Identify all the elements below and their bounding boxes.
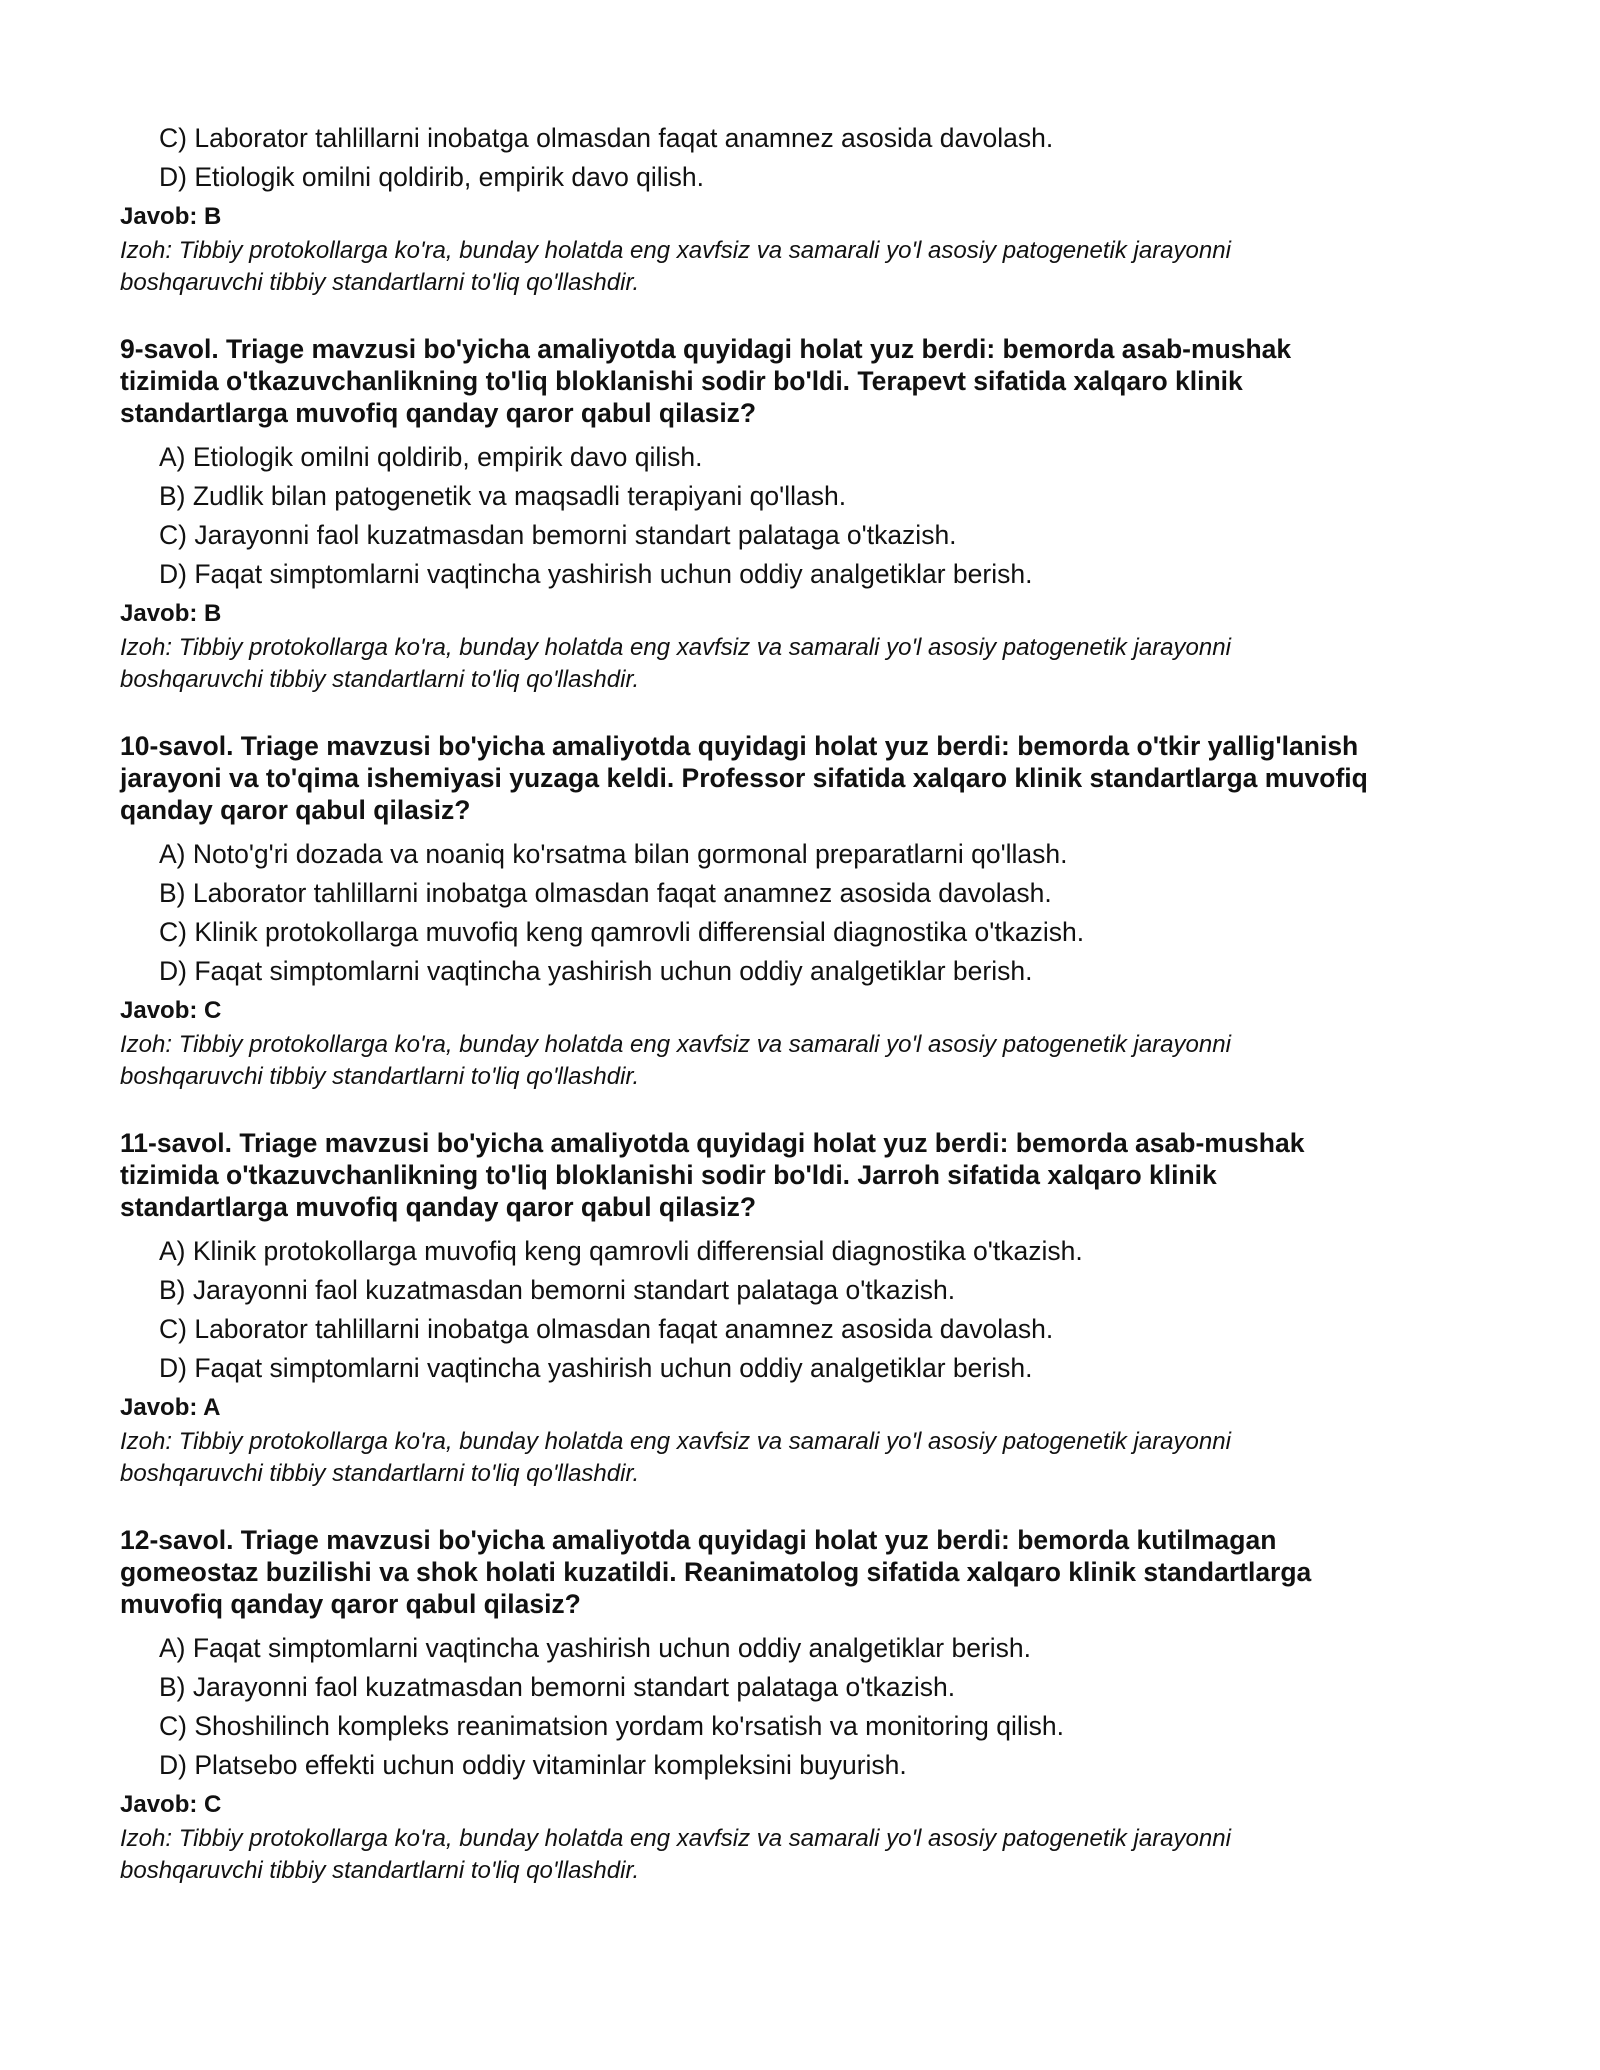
option-b: B) Jarayonni faol kuzatmasdan bemorni standart palataga o'tkazish. bbox=[159, 1275, 956, 1305]
question-11 bbox=[120, 1127, 1480, 1490]
question-text bbox=[120, 730, 1480, 826]
explanation-line: boshqaruvchi tibbiy standartlarni to'liq qo'llashdir. bbox=[120, 1460, 640, 1487]
option-b: B) Zudlik bilan patogenetik va maqsadli terapiyani qo'llash. bbox=[159, 481, 847, 511]
question-line: standartlarga muvofiq qanday qaror qabul qilasiz? bbox=[120, 1192, 757, 1222]
explanation-line: Izoh: Tibbiy protokollarga ko'ra, bunday holatda eng xavfsiz va samarali yo'l asosiy patogenetik jarayonni bbox=[120, 237, 1231, 264]
explanation-line: Izoh: Tibbiy protokollarga ko'ra, bunday holatda eng xavfsiz va samarali yo'l asosiy patogenetik jarayonni bbox=[120, 1031, 1231, 1058]
option-a: A) Faqat simptomlarni vaqtincha yashirish uchun oddiy analgetiklar berish. bbox=[159, 1633, 1031, 1663]
option-c: C) Klinik protokollarga muvofiq keng qamrovli differensial diagnostika o'tkazish. bbox=[159, 917, 1085, 947]
explanation-line: Izoh: Tibbiy protokollarga ko'ra, bunday holatda eng xavfsiz va samarali yo'l asosiy patogenetik jarayonni bbox=[120, 1428, 1231, 1455]
option-c: C) Shoshilinch kompleks reanimatsion yordam ko'rsatish va monitoring qilish. bbox=[159, 1711, 1064, 1741]
explanation-line: boshqaruvchi tibbiy standartlarni to'liq qo'llashdir. bbox=[120, 269, 640, 296]
explanation-line: boshqaruvchi tibbiy standartlarni to'liq qo'llashdir. bbox=[120, 1063, 640, 1090]
explanation-line: Izoh: Tibbiy protokollarga ko'ra, bunday holatda eng xavfsiz va samarali yo'l asosiy patogenetik jarayonni bbox=[120, 634, 1231, 661]
option-c: C) Jarayonni faol kuzatmasdan bemorni standart palataga o'tkazish. bbox=[159, 520, 957, 550]
explanation-note bbox=[120, 235, 1480, 299]
question-8-continuation bbox=[120, 119, 1480, 299]
option-a: A) Klinik protokollarga muvofiq keng qamrovli differensial diagnostika o'tkazish. bbox=[159, 1236, 1083, 1266]
question-9 bbox=[120, 333, 1480, 696]
answer-label: Javob: A bbox=[120, 1394, 221, 1421]
explanation-line: boshqaruvchi tibbiy standartlarni to'liq qo'llashdir. bbox=[120, 666, 640, 693]
option-d: D) Etiologik omilni qoldirib, empirik davo qilish. bbox=[159, 162, 704, 192]
answer-label: Javob: B bbox=[120, 600, 222, 627]
explanation-note bbox=[120, 632, 1480, 696]
option-d: D) Platsebo effekti uchun oddiy vitaminlar kompleksini buyurish. bbox=[159, 1750, 907, 1780]
question-line: 11-savol. Triage mavzusi bo'yicha amaliyotda quyidagi holat yuz berdi: bemorda asab-mushak bbox=[120, 1128, 1305, 1158]
explanation-note bbox=[120, 1029, 1480, 1093]
question-line: qanday qaror qabul qilasiz? bbox=[120, 795, 471, 825]
option-d: D) Faqat simptomlarni vaqtincha yashirish uchun oddiy analgetiklar berish. bbox=[159, 1353, 1033, 1383]
answer-label: Javob: C bbox=[120, 997, 222, 1024]
answer-label: Javob: C bbox=[120, 1791, 222, 1818]
answer-label: Javob: B bbox=[120, 203, 222, 230]
question-line: muvofiq qanday qaror qabul qilasiz? bbox=[120, 1589, 581, 1619]
question-line: 10-savol. Triage mavzusi bo'yicha amaliyotda quyidagi holat yuz berdi: bemorda o'tkir yallig'lanish bbox=[120, 731, 1359, 761]
question-line: standartlarga muvofiq qanday qaror qabul qilasiz? bbox=[120, 398, 757, 428]
question-12 bbox=[120, 1524, 1480, 1887]
question-text bbox=[120, 1127, 1480, 1223]
option-d: D) Faqat simptomlarni vaqtincha yashirish uchun oddiy analgetiklar berish. bbox=[159, 559, 1033, 589]
question-line: gomeostaz buzilishi va shok holati kuzatildi. Reanimatolog sifatida xalqaro klinik standartlarga bbox=[120, 1557, 1312, 1587]
option-a: A) Noto'g'ri dozada va noaniq ko'rsatma bilan gormonal preparatlarni qo'llash. bbox=[159, 839, 1068, 869]
question-text bbox=[120, 1524, 1480, 1620]
option-d: D) Faqat simptomlarni vaqtincha yashirish uchun oddiy analgetiklar berish. bbox=[159, 956, 1033, 986]
question-10 bbox=[120, 730, 1480, 1093]
option-b: B) Jarayonni faol kuzatmasdan bemorni standart palataga o'tkazish. bbox=[159, 1672, 956, 1702]
explanation-note bbox=[120, 1426, 1480, 1490]
question-line: jarayoni va to'qima ishemiyasi yuzaga keldi. Professor sifatida xalqaro klinik standartlarga muvofiq bbox=[120, 763, 1368, 793]
explanation-line: Izoh: Tibbiy protokollarga ko'ra, bunday holatda eng xavfsiz va samarali yo'l asosiy patogenetik jarayonni bbox=[120, 1825, 1231, 1852]
question-text bbox=[120, 333, 1480, 429]
option-c: C) Laborator tahlillarni inobatga olmasdan faqat anamnez asosida davolash. bbox=[159, 123, 1054, 153]
question-line: tizimida o'tkazuvchanlikning to'liq bloklanishi sodir bo'ldi. Terapevt sifatida xalqaro klinik bbox=[120, 366, 1243, 396]
option-c: C) Laborator tahlillarni inobatga olmasdan faqat anamnez asosida davolash. bbox=[159, 1314, 1054, 1344]
question-line: 9-savol. Triage mavzusi bo'yicha amaliyotda quyidagi holat yuz berdi: bemorda asab-mushak bbox=[120, 334, 1292, 364]
question-line: 12-savol. Triage mavzusi bo'yicha amaliyotda quyidagi holat yuz berdi: bemorda kutilmagan bbox=[120, 1525, 1277, 1555]
question-line: tizimida o'tkazuvchanlikning to'liq bloklanishi sodir bo'ldi. Jarroh sifatida xalqaro klinik bbox=[120, 1160, 1217, 1190]
explanation-line: boshqaruvchi tibbiy standartlarni to'liq qo'llashdir. bbox=[120, 1857, 640, 1884]
option-a: A) Etiologik omilni qoldirib, empirik davo qilish. bbox=[159, 442, 703, 472]
explanation-note bbox=[120, 1823, 1480, 1887]
option-b: B) Laborator tahlillarni inobatga olmasdan faqat anamnez asosida davolash. bbox=[159, 878, 1052, 908]
